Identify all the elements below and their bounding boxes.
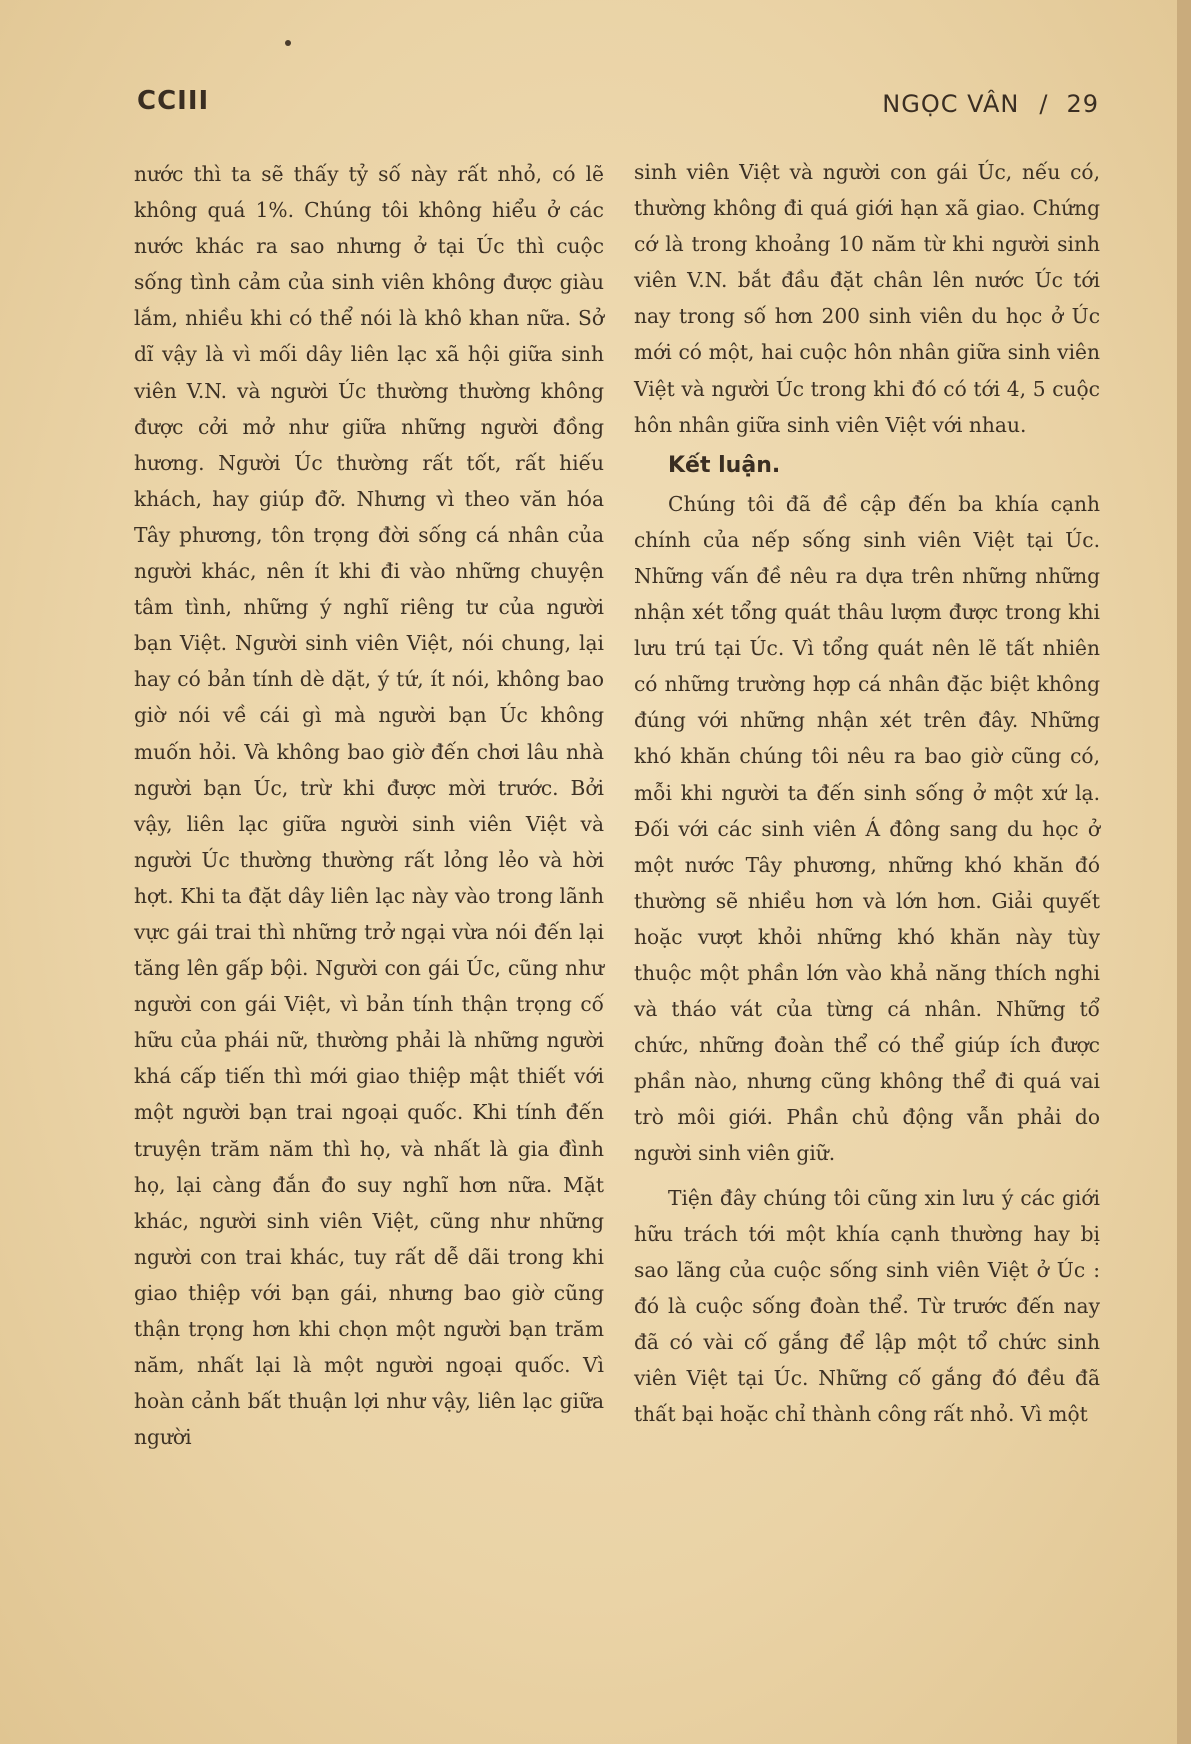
right-paragraph-3: Tiện đây chúng tôi cũng xin lưu ý các giới hữu trách tới một khía cạnh thường hay bị sao lãng của cuộc sống sinh viên Việt ở Úc : đó là cuộc sống đoàn thể. Từ trước đến nay đã có vài cố gắng để lập một tổ chức sinh viên Việt tại Úc. Những cố gắng đó đều đã thất bại hoặc chỉ thành công rất nhỏ. Vì một [634, 1185, 1100, 1427]
page-number: 29 [1066, 90, 1099, 118]
header-separator: / [1039, 90, 1049, 118]
section-heading: Kết luận. [668, 452, 781, 478]
left-column [134, 156, 604, 1455]
left-paragraph: nước thì ta sẽ thấy tỷ số này rất nhỏ, có lẽ không quá 1%. Chúng tôi không hiểu ở các nước khác ra sao nhưng ở tại Úc thì cuộc sống tình cảm của sinh viên không được giàu lắm, nhiều khi có thể nói là khô khan nữa. Sở dĩ vậy là vì mối dây liên lạc xã hội giữa sinh viên V.N. và người Úc thường thường không được cởi mở như giữa những người đồng hương. Người Úc thường rất tốt, rất hiếu khách, hay giúp đỡ. Nhưng vì theo văn hóa Tây phương, tôn trọng đời sống cá nhân của người khác, nên ít khi đi vào những chuyện tâm tình, những ý nghĩ riêng tư của người bạn Việt. Người sinh viên Việt, nói chung, lại hay có bản tính dè dặt, ý tứ, ít nói, không bao giờ nói về cái gì mà người bạn Úc không muốn hỏi. Và không bao giờ đến chơi lâu nhà người bạn Úc, trừ khi được mời trước. Bởi vậy, liên lạc giữa người sinh viên Việt và người Úc thường thường rất lỏng lẻo và hời hợt. Khi ta đặt dây liên lạc này vào trong lãnh vực gái trai thì những trở ngại vừa nói đến lại tăng lên gấp bội. Người con gái Úc, cũng như người con gái Việt, vì bản tính thận trọng cố hữu của phái nữ, thường phải là những người khá cấp tiến thì mới giao thiệp mật thiết với một người bạn trai ngoại quốc. Khi tính đến truyện trăm năm thì họ, và nhất là gia đình họ, lại càng đắn đo suy nghĩ hơn nữa. Mặt khác, người sinh viên Việt, cũng như những người con trai khác, tuy rất dễ dãi trong khi giao thiệp với bạn gái, nhưng bao giờ cũng thận trọng hơn khi chọn một người bạn trăm năm, nhất lại là một người ngoại quốc. Vì hoàn cảnh bất thuận lợi như vậy, liên lạc giữa người [134, 162, 604, 1450]
right-paragraph-1: sinh viên Việt và người con gái Úc, nếu có, thường không đi quá giới hạn xã giao. Chứng cớ là trong khoảng 10 năm từ khi người sinh viên V.N. bắt đầu đặt chân lên nước Úc tới nay trong số hơn 200 sinh viên du học ở Úc mới có một, hai cuộc hôn nhân giữa sinh viên Việt và người Úc trong khi đó có tới 4, 5 cuộc hôn nhân giữa sinh viên Việt với nhau. [634, 160, 1100, 437]
ink-speck [285, 40, 291, 46]
running-header [882, 90, 1099, 118]
right-paragraph-2: Chúng tôi đã đề cập đến ba khía cạnh chính của nếp sống sinh viên Việt tại Úc. Những vấn đề nêu ra dựa trên những những nhận xét tổng quát thâu lượm được trong khi lưu trú tại Úc. Vì tổng quát nên lẽ tất nhiên có những trường hợp cá nhân đặc biệt không đúng với những nhận xét trên đây. Những khó khăn chúng tôi nêu ra bao giờ cũng có, mỗi khi người ta đến sinh sống ở một xứ lạ. Đối với các sinh viên Á đông sang du học ở một nước Tây phương, những khó khăn đó thường sẽ nhiều hơn và lớn hơn. Giải quyết hoặc vượt khỏi những khó khăn này tùy thuộc một phần lớn vào khả năng thích nghi và tháo vát của từng cá nhân. Những tổ chức, những đoàn thể có thể giúp ích được phần nào, nhưng cũng không thể đi quá vai trò môi giới. Phần chủ động vẫn phải do người sinh viên giữ. [634, 491, 1100, 1166]
issue-number: CCIII [137, 86, 210, 116]
author-name: NGỌC VÂN [882, 90, 1020, 118]
right-column [634, 154, 1100, 1432]
